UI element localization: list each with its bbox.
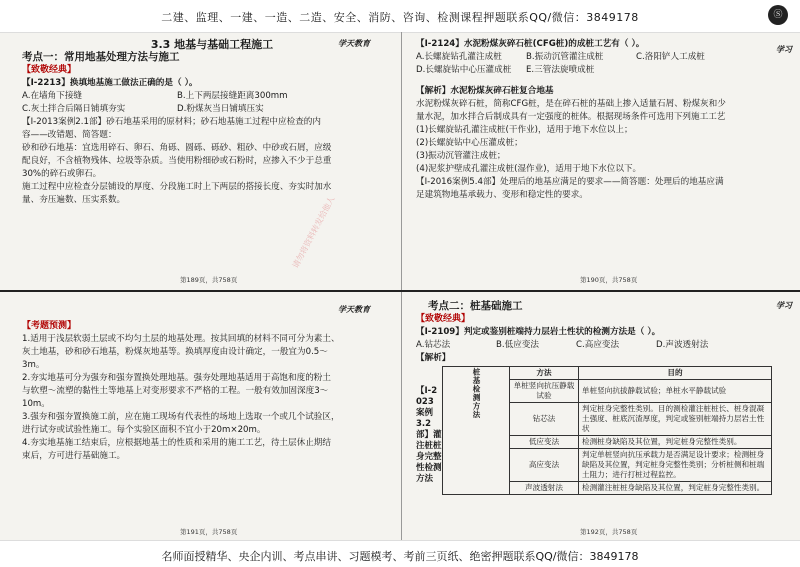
- brand-label: 学习: [776, 45, 792, 54]
- page-number: 第191页，共758页: [180, 528, 238, 536]
- brand-label: 学习: [776, 301, 792, 310]
- options-row: [416, 339, 778, 352]
- table-cell-purpose: 检测桩身缺陷及其位置，判定桩身完整性类别。: [579, 436, 772, 449]
- table-cell-purpose: 判定桩身完整性类别。目的测检灌注桩桩长、桩身混凝土强度、桩底沉渣厚度，判定或鉴别桩端持力层岩土性状: [579, 403, 772, 436]
- page-192: [416, 300, 778, 538]
- horizontal-divider: [0, 290, 800, 292]
- option-d: D.粉煤灰当日铺填压实: [177, 104, 264, 114]
- item-1-line-3: 3m。: [22, 360, 45, 370]
- analysis-title: 【解析】水泥粉煤灰碎石桩复合地基: [416, 86, 554, 96]
- answer-line-3: 30%的碎石或卵石。: [22, 169, 102, 179]
- option-a: A.钻芯法: [416, 340, 451, 350]
- section-label: 【致敬经典】: [22, 65, 77, 75]
- question-1: 【Ⅰ-2109】判定或鉴别桩端持力层岩土性状的检测方法是（ ）。: [416, 327, 661, 337]
- analysis-line-8: 足建筑物地基承载力、变形和稳定性的要求。: [416, 190, 588, 200]
- table-cell-method: 高应变法: [510, 449, 579, 482]
- table-header-category: 桩基检测方法: [443, 367, 510, 495]
- page-number: 第192页，共758页: [580, 528, 638, 536]
- answer-line-2: 配良好，不含植物残体、垃圾等杂质。当使用粉细砂或石粉时，应掺入不少于总重: [22, 156, 332, 166]
- kaodian-title: 考点一：常用地基处理方法与施工: [22, 51, 180, 63]
- option-c: C.洛阳铲人工成桩: [636, 52, 705, 62]
- bottom-banner: [0, 540, 800, 567]
- options-row-2: [416, 64, 778, 77]
- analysis-title: 【解析】: [416, 353, 451, 363]
- section-label: 【考题预测】: [22, 321, 77, 331]
- option-c: C.灰土拌合后隔日铺填夯实: [22, 104, 126, 114]
- section-label: 【致敬经典】: [416, 314, 471, 324]
- question-2-line-1: 【Ⅰ-2013案例2.1部】砂石地基采用的原材料；砂石地基施工过程中应检查的内: [22, 117, 321, 127]
- item-1-line-2: 灰土地基，砂和砂石地基，粉煤灰地基等。换填厚度由设计确定，一般宜为0.5～: [22, 347, 328, 357]
- option-e: E.三管法旋喷成桩: [526, 65, 595, 75]
- kaodian-title: 考点二：桩基础施工: [428, 300, 523, 312]
- table-cell-purpose: 判定单桩竖向抗压承载力是否满足设计要求；检测桩身缺陷及其位置，判定桩身完整性类别；分析桩侧和桩端土阻力；进行打桩过程监控。: [579, 449, 772, 482]
- analysis-line-2: 量水泥，加水拌合后制成具有一定强度的桩体。根据现场条件可选用下列施工工艺: [416, 112, 726, 122]
- table-cell-method: 低应变法: [510, 436, 579, 449]
- table-cell-method: 单桩竖向抗压静载试验: [510, 380, 579, 403]
- analysis-line-7: 【Ⅰ-2016案例5.4部】处理后的地基应满足的要求——简答题：处理后的地基应满: [416, 177, 724, 187]
- table-cell-purpose: 检测灌注桩桩身缺陷及其位置，判定桩身完整性类别。: [579, 482, 772, 495]
- table-header-cell: 方法: [510, 367, 579, 380]
- brand-logo-icon: Ⓢ: [768, 5, 788, 25]
- option-d: D.声波透射法: [656, 340, 709, 350]
- page-191: [22, 320, 394, 530]
- item-1-line-1: 1.适用于浅层软弱土层或不均匀土层的地基处理。按其回填的材料不同可分为素土、: [22, 334, 340, 344]
- question-1: 【Ⅰ-2213】换填地基施工做法正确的是（ ）。: [22, 78, 198, 88]
- question-1: 【Ⅰ-2124】水泥粉煤灰碎石桩(CFG桩)的成桩工艺有（ ）。: [416, 39, 645, 49]
- analysis-line-5: (3)振动沉管灌注成桩；: [416, 151, 506, 161]
- top-banner-text: 二建、监理、一建、一造、二造、安全、消防、咨询、检测课程押题联系QQ/微信：3849178: [161, 11, 639, 24]
- table-header-cell: 目的: [579, 367, 772, 380]
- page-number: 第190页，共758页: [580, 276, 638, 284]
- table-header-row: [443, 367, 772, 380]
- option-c: C.高应变法: [576, 340, 620, 350]
- brand-label: 学天教育: [338, 39, 370, 48]
- item-4-line-1: 4.夯实地基施工结束后，应根据地基土的性质和采用的施工工艺，待土层休止期结: [22, 438, 331, 448]
- options-row-1: [416, 51, 778, 64]
- table-cell-purpose: 单桩竖向抗拔静载试验；单桩水平静载试验: [579, 380, 772, 403]
- vertical-divider: [401, 32, 402, 540]
- item-3-line-2: 进行试夯或试验性施工。每个实验区面积不宜小于20m×20m。: [22, 425, 266, 435]
- option-d: D.长螺旋钻中心压灌成桩: [416, 65, 512, 75]
- option-b: B.振动沉管灌注成桩: [526, 52, 604, 62]
- options-row-2: [22, 103, 394, 116]
- options-row-1: [22, 90, 394, 103]
- side-note: 【Ⅰ-2023案例3.2部】灌注桩桩身完整性检测方法: [416, 386, 442, 484]
- answer-line-4: 施工过程中应检查分层铺设的厚度、分段施工时上下两层的搭接长度、夯实时加水: [22, 182, 332, 192]
- item-2-line-1: 2.夯实地基可分为强夯和强夯置换处理地基。强夯处理地基适用于高饱和度的粉土: [22, 373, 331, 383]
- item-2-line-2: 与软塑～流塑的黏性土等地基上对变形要求不严格的工程。一般有效加固深度3～: [22, 386, 329, 396]
- table-cell-method: 声波透射法: [510, 482, 579, 495]
- item-4-line-2: 束后，方可进行基础施工。: [22, 451, 126, 461]
- item-3-line-1: 3.强夯和强夯置换施工前，应在施工现场有代表性的场地上选取一个或几个试验区，: [22, 412, 340, 422]
- page-189: [22, 34, 394, 288]
- option-b: B.上下两层接缝距离300mm: [177, 91, 288, 101]
- analysis-line-4: (2)长螺旋钻中心压灌成桩；: [416, 138, 523, 148]
- page-190: [416, 38, 778, 288]
- answer-line-5: 量、夯压遍数、压实系数。: [22, 195, 126, 205]
- test-method-table: [442, 366, 772, 495]
- analysis-line-1: 水泥粉煤灰碎石桩，简称CFG桩，是在碎石桩的基础上掺入适量石屑、粉煤灰和少: [416, 99, 726, 109]
- brand-label: 学天教育: [338, 305, 370, 314]
- top-banner: [0, 0, 800, 33]
- analysis-line-6: (4)泥浆护壁成孔灌注成桩(湿作业)，适用于地下水位以下。: [416, 164, 642, 174]
- option-a: A.长螺旋钻孔灌注成桩: [416, 52, 502, 62]
- answer-line-1: 砂和砂石地基：宜选用碎石、卵石、角砾、圆砾、砾砂、粗砂、中砂或石屑，应级: [22, 143, 332, 153]
- watermark: 请勿将资料转发给他人: [290, 194, 337, 270]
- option-b: B.低应变法: [496, 340, 540, 350]
- question-2-line-2: 容——改错题、简答题：: [22, 130, 117, 140]
- option-a: A.在墙角下接缝: [22, 91, 83, 101]
- bottom-banner-text: 名师面授精华、央企内训、考点串讲、习题模考、考前三页纸、绝密押题联系QQ/微信：3849178: [161, 550, 639, 563]
- analysis-block: [416, 366, 778, 495]
- item-2-line-3: 10m。: [22, 399, 50, 409]
- page-number: 第189页，共758页: [180, 276, 238, 284]
- analysis-line-3: (1)长螺旋钻孔灌注成桩(干作业)，适用于地下水位以上；: [416, 125, 633, 135]
- chapter-title: 3.3 地基与基础工程施工: [150, 38, 274, 51]
- table-cell-method: 钻芯法: [510, 403, 579, 436]
